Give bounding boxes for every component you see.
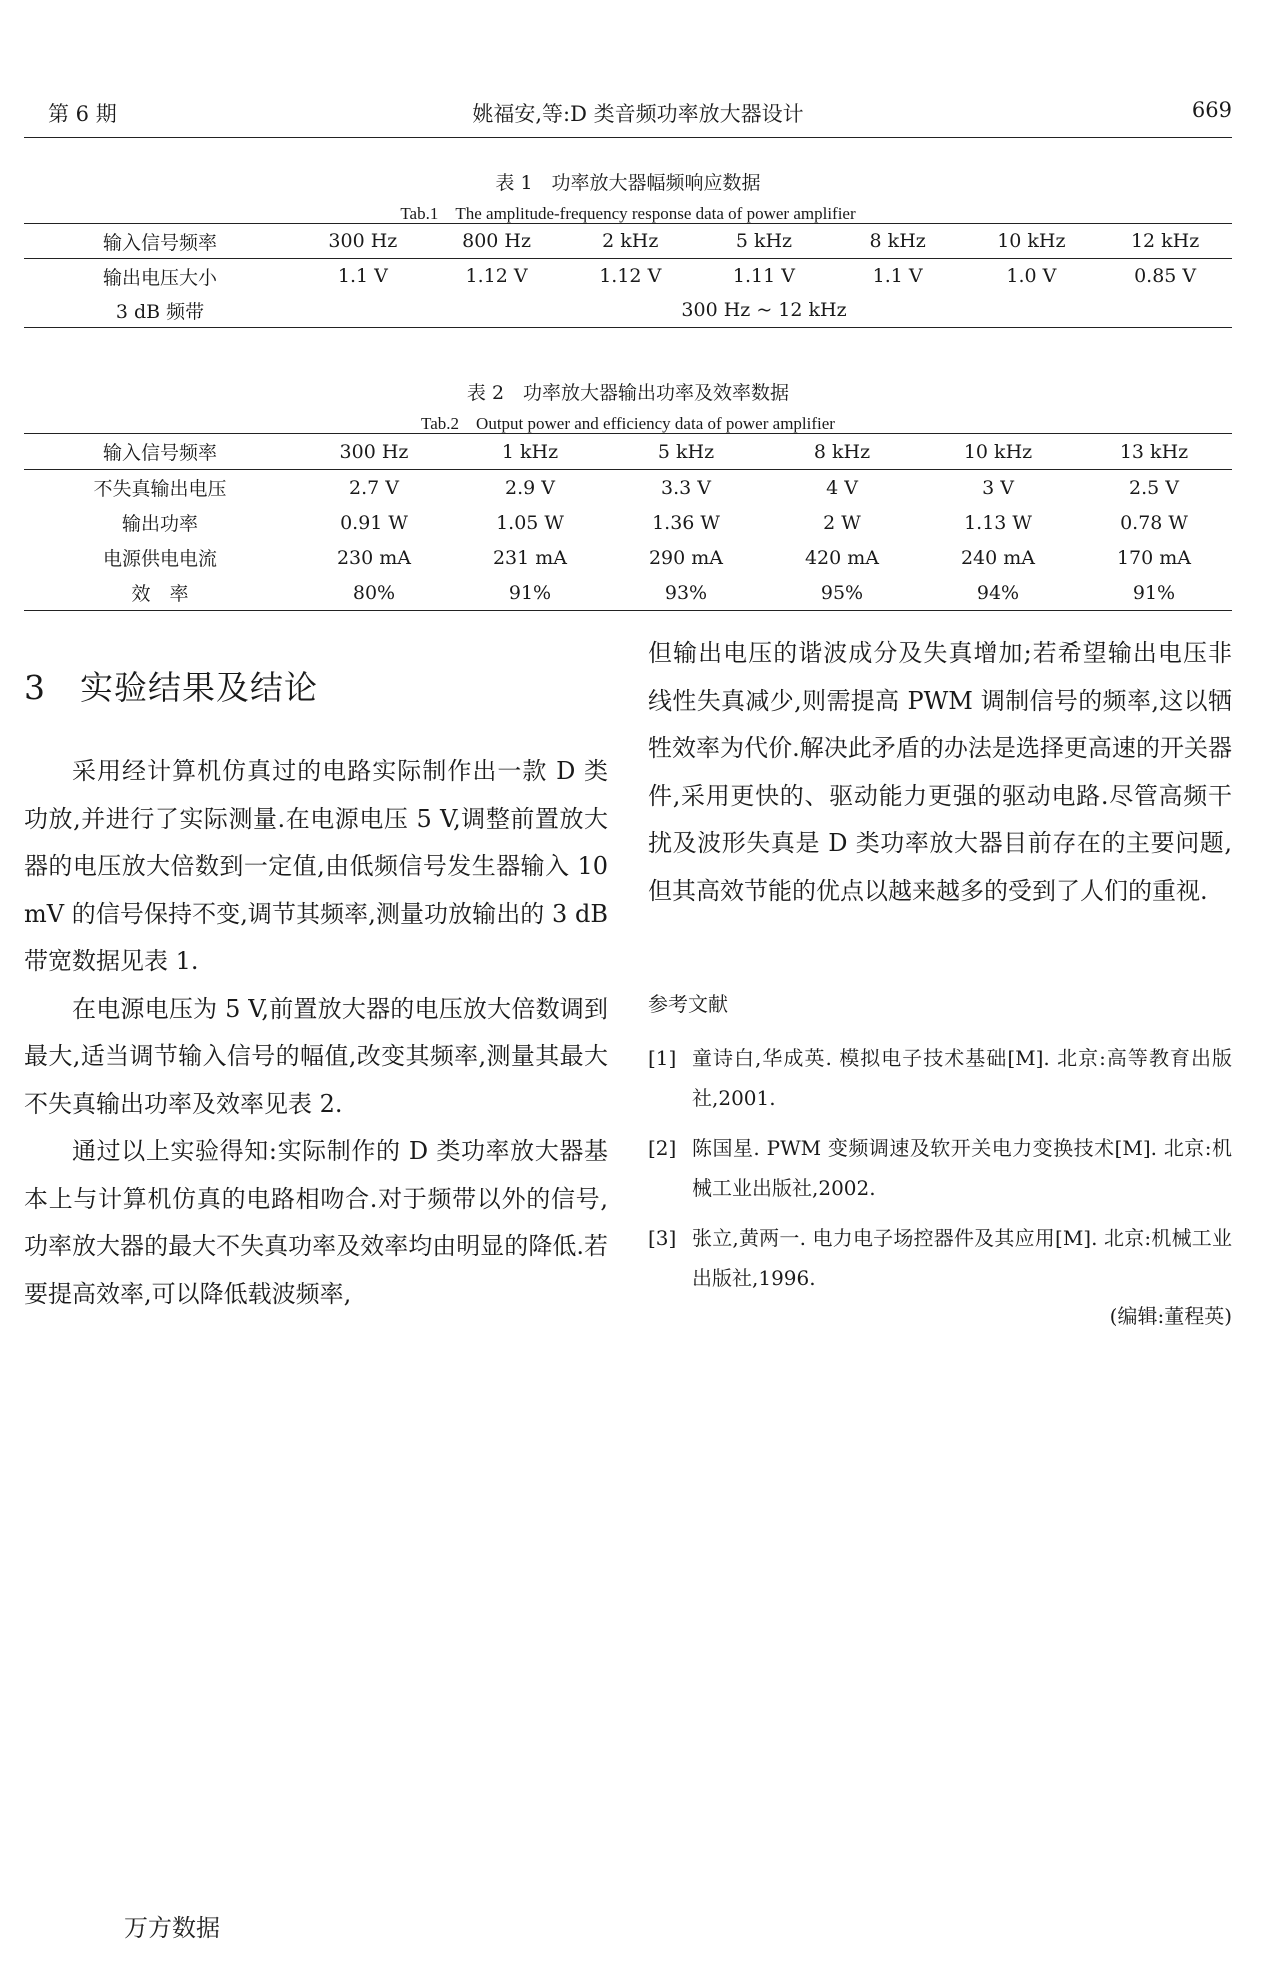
table1-header-row bbox=[24, 224, 1232, 259]
reference-item bbox=[648, 1128, 1232, 1208]
table1-cell: 1.0 V bbox=[1006, 265, 1057, 287]
paragraph-3: 通过以上实验得知:实际制作的 D 类功率放大器基本上与计算机仿真的电路相吻合.对于频带以外的信号,功率放大器的最大不失真功率及效率均由明显的降低.若要提高效率,可以降低载波频率, bbox=[24, 1137, 608, 1308]
table2-cell: 1.05 W bbox=[496, 511, 564, 534]
table2-cell: 420 mA bbox=[804, 546, 880, 569]
reference-text: 童诗白,华成英. 模拟电子技术基础[M]. 北京:高等教育出版社,2001. bbox=[692, 1046, 1232, 1110]
reference-number: [1] bbox=[648, 1046, 677, 1070]
table2-cell: 94% bbox=[976, 581, 1020, 604]
table2-cell: 4 V bbox=[826, 476, 858, 499]
table2 bbox=[24, 433, 1232, 611]
table2-cell: 170 mA bbox=[1116, 546, 1192, 569]
table1-cell: 1.1 V bbox=[337, 265, 388, 287]
table2-cell: 3.3 V bbox=[661, 476, 711, 499]
table1-cell: 1.1 V bbox=[872, 265, 923, 287]
table2-row bbox=[24, 470, 1232, 506]
table2-cell: 95% bbox=[820, 581, 864, 604]
table2-cell: 2 W bbox=[823, 511, 861, 534]
table2-header-row bbox=[24, 434, 1232, 470]
table1-band-label: 3 dB 频带 bbox=[115, 300, 205, 323]
page-number: 669 bbox=[1191, 98, 1232, 122]
table2-cell: 0.78 W bbox=[1120, 511, 1188, 534]
table1-caption-cn: 表 1 功率放大器幅频响应数据 bbox=[495, 172, 761, 194]
table2-row-label: 效 率 bbox=[131, 583, 189, 605]
table2-cell: 0.91 W bbox=[340, 511, 408, 534]
table2-cell: 1.13 W bbox=[964, 511, 1032, 534]
table2-cell: 240 mA bbox=[960, 546, 1036, 569]
table1-column-header: 800 Hz bbox=[430, 224, 564, 259]
table2-cell: 91% bbox=[508, 581, 552, 604]
table1-row-label: 输出电压大小 bbox=[102, 266, 217, 289]
reference-item bbox=[648, 1218, 1232, 1298]
table2-row-label: 不失真输出电压 bbox=[93, 478, 227, 500]
table2-header-label: 输入信号频率 bbox=[24, 434, 296, 470]
reference-text: 陈国星. PWM 变频调速及软开关电力变换技术[M]. 北京:机械工业出版社,2002. bbox=[692, 1136, 1232, 1200]
table2-column-header: 10 kHz bbox=[920, 434, 1076, 470]
paragraph-4: 但输出电压的谐波成分及失真增加;若希望输出电压非线性失真减少,则需提高 PWM 调制信号的频率,这以牺牲效率为代价.解决此矛盾的办法是选择更高速的开关器件,采用更快的、驱动能力更强的驱动电路.尽管高频干扰及波形失真是 D 类功率放大器目前存在的主要问题,但其高效节能的优点以越来越多的受到了人们的重视. bbox=[648, 639, 1232, 905]
table2-caption-en: Tab.2 Output power and efficiency data of power amplifier bbox=[421, 414, 835, 433]
reference-number: [2] bbox=[648, 1136, 677, 1160]
table2-column-header: 13 kHz bbox=[1076, 434, 1232, 470]
table2-cell: 1.36 W bbox=[652, 511, 720, 534]
table1-cell: 1.12 V bbox=[465, 265, 528, 287]
left-column bbox=[24, 748, 608, 1318]
table1-caption-en: Tab.1 The amplitude-frequency response data of power amplifier bbox=[400, 204, 856, 223]
table2-cell: 93% bbox=[664, 581, 708, 604]
paragraph-2: 在电源电压为 5 V,前置放大器的电压放大倍数调到最大,适当调节输入信号的幅值,改变其频率,测量其最大不失真输出功率及效率见表 2. bbox=[24, 994, 608, 1118]
table2-caption-cn: 表 2 功率放大器输出功率及效率数据 bbox=[466, 382, 790, 404]
table1-band-row bbox=[24, 293, 1232, 328]
table2-row bbox=[24, 540, 1232, 575]
table2-cell: 231 mA bbox=[492, 546, 568, 569]
table2-cell: 80% bbox=[352, 581, 396, 604]
table1-column-header: 5 kHz bbox=[697, 224, 831, 259]
paragraph-1: 采用经计算机仿真过的电路实际制作出一款 D 类功放,并进行了实际测量.在电源电压 5 V,调整前置放大器的电压放大倍数到一定值,由低频信号发生器输入 10 mV 的信号保持不变,调节其频率,测量功放输出的 3 dB 带宽数据见表 1. bbox=[24, 757, 608, 975]
table1-column-header: 2 kHz bbox=[563, 224, 697, 259]
section-title: 3 实验结果及结论 bbox=[24, 668, 318, 707]
right-column bbox=[648, 630, 1232, 915]
table1-header-label: 输入信号频率 bbox=[24, 224, 296, 259]
reference-item bbox=[648, 1038, 1232, 1118]
table1-cell: 0.85 V bbox=[1134, 265, 1197, 287]
watermark-footer: 万方数据 bbox=[124, 1914, 220, 1942]
table2-column-header: 5 kHz bbox=[608, 434, 764, 470]
table2-cell: 91% bbox=[1132, 581, 1176, 604]
table2-row bbox=[24, 575, 1232, 611]
references-list bbox=[648, 1038, 1232, 1308]
reference-text: 张立,黄两一. 电力电子场控器件及其应用[M]. 北京:机械工业出版社,1996. bbox=[692, 1226, 1232, 1290]
table2-cell: 230 mA bbox=[336, 546, 412, 569]
table2-row-label: 电源供电电流 bbox=[102, 548, 217, 570]
table2-cell: 3 V bbox=[982, 476, 1014, 499]
table2-column-header: 1 kHz bbox=[452, 434, 608, 470]
references-heading: 参考文献 bbox=[648, 992, 728, 1016]
table1-column-header: 10 kHz bbox=[965, 224, 1099, 259]
header-rule bbox=[24, 137, 1232, 138]
table2-cell: 2.9 V bbox=[505, 476, 555, 499]
table1 bbox=[24, 223, 1232, 328]
table2-cell: 2.7 V bbox=[349, 476, 399, 499]
table1-column-header: 8 kHz bbox=[831, 224, 965, 259]
table2-cell: 290 mA bbox=[648, 546, 724, 569]
table1-column-header: 300 Hz bbox=[296, 224, 430, 259]
reference-number: [3] bbox=[648, 1226, 677, 1250]
editor-note: (编辑:董程英) bbox=[1109, 1304, 1232, 1328]
table2-row bbox=[24, 505, 1232, 540]
table2-column-header: 300 Hz bbox=[296, 434, 452, 470]
table2-row-label: 输出功率 bbox=[121, 513, 198, 535]
table2-cell: 2.5 V bbox=[1129, 476, 1179, 499]
table1-cell: 1.12 V bbox=[599, 265, 662, 287]
table1-row bbox=[24, 259, 1232, 294]
issue-number: 第 6 期 bbox=[48, 102, 117, 126]
table1-band-value: 300 Hz ~ 12 kHz bbox=[681, 299, 847, 321]
table1-cell: 1.11 V bbox=[732, 265, 795, 287]
table1-column-header: 12 kHz bbox=[1098, 224, 1232, 259]
running-title: 姚福安,等:D 类音频功率放大器设计 bbox=[472, 102, 804, 126]
table2-column-header: 8 kHz bbox=[764, 434, 920, 470]
